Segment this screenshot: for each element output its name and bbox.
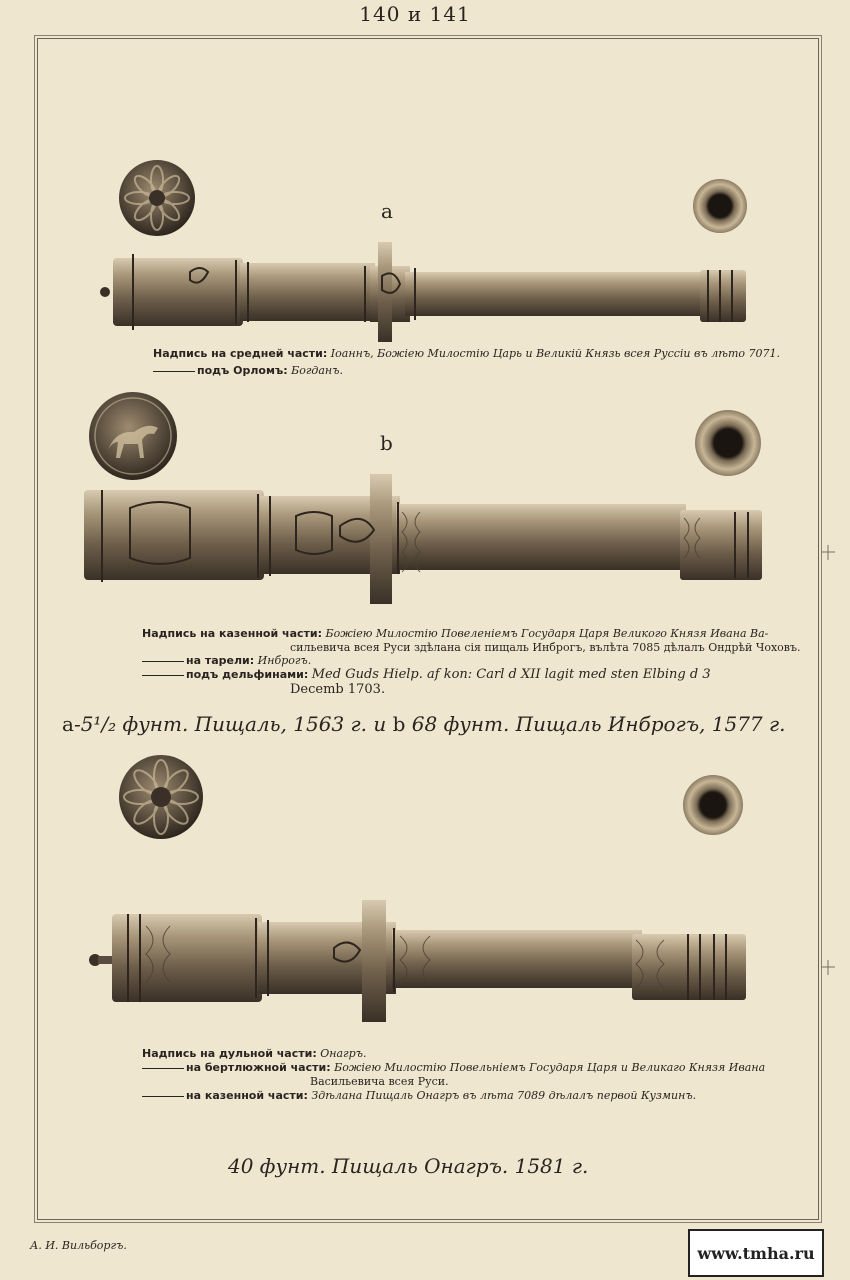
caption-dash	[142, 675, 184, 676]
cannon-b-caption-2: сильевича всея Руси здѣлана сiя пищаль Инброгъ, вълѣта 7085 дѣлалъ Ондрѣй Чоховъ.	[290, 641, 801, 654]
cannon-a-caption-2	[153, 364, 343, 378]
caption-dash	[142, 1068, 184, 1069]
title-a-letter: a	[62, 712, 74, 736]
lithographer-credit: А. И. Вильборгъ.	[30, 1239, 127, 1252]
cannon-b-caption-4	[142, 668, 711, 682]
cannon-a-muzzle-view	[693, 179, 747, 233]
page-number: 140 и 141	[359, 2, 471, 26]
caption-text: Онагръ.	[320, 1047, 367, 1060]
caption-lead: на бертлюжной части:	[186, 1061, 331, 1074]
cannon-c-cascabel-rosette	[119, 755, 203, 839]
caption-text: Божiею Милостiю Повельнiемъ Государя Царя и Великаго Князя Ивана	[334, 1061, 766, 1074]
caption-lead: подъ дельфинами:	[186, 668, 309, 681]
cannon-b-cascabel-medallion	[89, 392, 177, 480]
title-b-letter: b	[392, 712, 406, 736]
caption-text: Божiею Милостiю Повеленiемъ Государя Царя Великого Князя Ивана Ва-	[325, 627, 769, 640]
caption-text: Med Guds Hielp. af kon: Carl d XII lagit med sten Elbing d 3	[311, 667, 711, 682]
cannon-b-caption-1	[142, 627, 768, 641]
watermark-badge: www.tmha.ru	[688, 1229, 824, 1277]
cannon-c-barrel	[89, 900, 746, 1022]
cannon-a-caption-1	[153, 347, 780, 361]
cannon-b-letter: b	[380, 431, 393, 455]
title-a-text: -5¹/₂ фунт. Пищаль, 1563 г. и	[73, 712, 387, 736]
caption-text: Іоаннъ, Божiею Милостiю Царь и Великiй Князь всея Руссiи въ лѣто 7071.	[330, 347, 780, 360]
caption-lead: подъ Орломъ:	[197, 364, 288, 377]
caption-text: Инброгъ.	[257, 654, 312, 667]
cannon-c-caption-4	[142, 1089, 696, 1103]
caption-dash	[142, 1096, 184, 1097]
caption-lead: Надпись на казенной части:	[142, 627, 322, 640]
caption-lead: Надпись на средней части:	[153, 347, 328, 360]
cannon-a-cascabel-rosette	[119, 160, 195, 236]
caption-lead: Надпись на дульной части:	[142, 1047, 317, 1060]
caption-dash	[142, 661, 184, 662]
cannon-c-caption-1	[142, 1047, 366, 1061]
cannon-c-caption-3: Васильевича всея Руси.	[310, 1075, 449, 1088]
plate-title-c: 40 фунт. Пищаль Онагръ. 1581 г.	[228, 1154, 589, 1178]
caption-text: Здѣлана Пищаль Онагръ въ лѣта 7089 дѣлалъ первой Кузминъ.	[311, 1089, 697, 1102]
caption-lead: на тарели:	[186, 654, 255, 667]
caption-lead: на казенной части:	[186, 1089, 308, 1102]
title-b-text: 68 фунт. Пищаль Инброгъ, 1577 г.	[405, 712, 786, 736]
cannon-b-muzzle-view	[695, 410, 761, 476]
cannon-b-caption-5: Decemb 1703.	[290, 682, 386, 697]
cannon-c-caption-2	[142, 1061, 765, 1075]
registration-marks	[821, 545, 835, 975]
caption-text: Богданъ.	[291, 364, 344, 377]
cannon-b-caption-3	[142, 654, 311, 668]
cannon-a-letter: a	[381, 199, 393, 223]
cannon-a-barrel	[100, 242, 746, 342]
caption-dash	[153, 371, 195, 372]
cannon-b-barrel	[84, 474, 762, 604]
plate-title-ab	[62, 712, 785, 736]
cannon-c-muzzle-view	[683, 775, 743, 835]
